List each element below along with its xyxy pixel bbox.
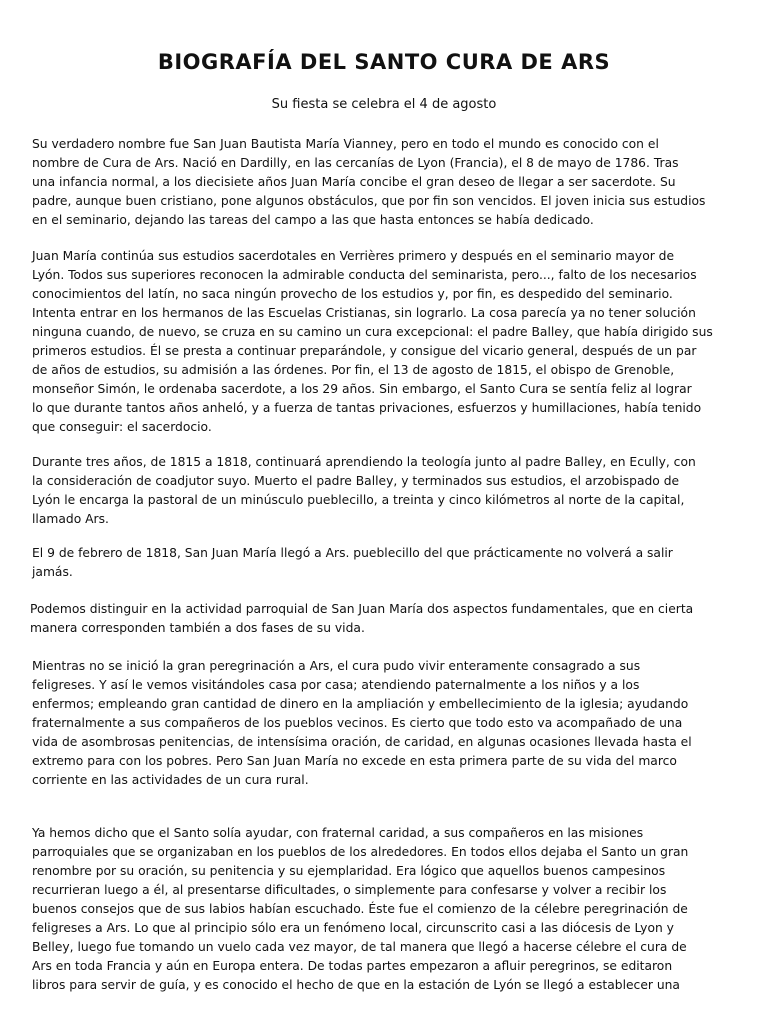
text-line: libros para servir de guía, y es conocido el hecho de que en la estación de Lyón se llegó a establecer una bbox=[32, 978, 680, 992]
text-line: parroquiales que se organizaban en los pueblos de los alrededores. En todos ellos dejaba el Santo un gran bbox=[32, 845, 689, 859]
text-line: Mientras no se inició la gran peregrinación a Ars, el cura pudo vivir enteramente consagrado a sus bbox=[32, 659, 641, 673]
text-line: vida de asombrosas penitencias, de intensísima oración, de caridad, en algunas ocasiones llevada hasta el bbox=[32, 735, 692, 749]
document-title: BIOGRAFÍA DEL SANTO CURA DE ARS bbox=[157, 50, 611, 74]
text-line: El 9 de febrero de 1818, San Juan María llegó a Ars. pueblecillo del que prácticamente no volverá a salir bbox=[32, 546, 673, 560]
text-line: monseñor Simón, le ordenaba sacerdote, a los 29 años. Sin embargo, el Santo Cura se sentía feliz al lograr bbox=[32, 382, 692, 396]
text-line: enfermos; empleando gran cantidad de dinero en la ampliación y embellecimiento de la iglesia; ayudando bbox=[32, 697, 689, 711]
text-line: Ya hemos dicho que el Santo solía ayudar, con fraternal caridad, a sus compañeros en las misiones bbox=[32, 826, 644, 840]
text-line: primeros estudios. Él se presta a continuar preparándole, y consigue del vicario general, después de un par bbox=[32, 344, 697, 358]
text-line: renombre por su oración, su penitencia y su ejemplaridad. Era lógico que aquellos buenos campesinos bbox=[32, 864, 666, 878]
text-line: feligreses. Y así le vemos visitándoles casa por casa; atendiendo paternalmente a los niños y a los bbox=[32, 678, 640, 692]
paragraph-2 bbox=[32, 247, 732, 437]
text-line: Lyón. Todos sus superiores reconocen la admirable conducta del seminarista, pero..., falto de los necesarios bbox=[32, 268, 697, 282]
text-line: lo que durante tantos años anheló, y a fuerza de tantas privaciones, esfuerzos y humillaciones, había tenido bbox=[32, 401, 702, 415]
text-line: en el seminario, dejando las tareas del campo a las que hasta entonces se había dedicado. bbox=[32, 213, 594, 227]
text-line: Durante tres años, de 1815 a 1818, continuará aprendiendo la teología junto al padre Balley, en Ecully, con bbox=[32, 455, 696, 469]
paragraph-4 bbox=[32, 544, 732, 582]
text-line: Belley, luego fue tomando un vuelo cada vez mayor, de tal manera que llegó a hacerse célebre el cura de bbox=[32, 940, 687, 954]
text-line: fraternalmente a sus compañeros de los pueblos vecinos. Es cierto que todo esto va acompañado de una bbox=[32, 716, 683, 730]
document-subtitle: Su fiesta se celebra el 4 de agosto bbox=[271, 97, 497, 112]
text-line: Podemos distinguir en la actividad parroquial de San Juan María dos aspectos fundamentales, que en cierta bbox=[30, 602, 694, 616]
text-line: feligreses a Ars. Lo que al principio sólo era un fenómeno local, circunscrito casi a las diócesis de Lyon y bbox=[32, 921, 674, 935]
text-line: Su verdadero nombre fue San Juan Bautista María Vianney, pero en todo el mundo es conocido con el bbox=[32, 137, 659, 151]
text-line: que conseguir: el sacerdocio. bbox=[32, 420, 212, 434]
paragraph-5 bbox=[30, 600, 730, 638]
text-line: jamás. bbox=[32, 565, 73, 579]
text-line: nombre de Cura de Ars. Nació en Dardilly, en las cercanías de Lyon (Francia), el 8 de mayo de 1786. Tras bbox=[32, 156, 679, 170]
text-line: Intenta entrar en los hermanos de las Escuelas Cristianas, sin lograrlo. La cosa parecía ya no tener solución bbox=[32, 306, 696, 320]
paragraph-6 bbox=[32, 657, 732, 790]
text-line: una infancia normal, a los diecisiete años Juan María concibe el gran deseo de llegar a ser sacerdote. Su bbox=[32, 175, 676, 189]
text-line: corriente en las actividades de un cura rural. bbox=[32, 773, 309, 787]
text-line: llamado Ars. bbox=[32, 512, 109, 526]
paragraph-7 bbox=[32, 824, 732, 995]
text-line: manera corresponden también a dos fases de su vida. bbox=[30, 621, 365, 635]
text-line: padre, aunque buen cristiano, pone algunos obstáculos, que por fin son vencidos. El joven inicia sus estudios bbox=[32, 194, 706, 208]
text-line: Ars en toda Francia y aún en Europa entera. De todas partes empezaron a afluir peregrinos, se editaron bbox=[32, 959, 673, 973]
text-line: conocimientos del latín, no saca ningún provecho de los estudios y, por fin, es despedido del seminario. bbox=[32, 287, 673, 301]
text-line: recurrieran luego a él, al presentarse dificultades, o simplemente para confesarse y volver a recibir los bbox=[32, 883, 667, 897]
text-line: buenos consejos que de sus labios habían escuchado. Éste fue el comienzo de la célebre peregrinación de bbox=[32, 902, 688, 916]
text-line: la consideración de coadjutor suyo. Muerto el padre Balley, y terminados sus estudios, el arzobispado de bbox=[32, 474, 680, 488]
text-line: extremo para con los pobres. Pero San Juan María no excede en esta primera parte de su vida del marco bbox=[32, 754, 677, 768]
paragraph-1 bbox=[32, 135, 732, 230]
paragraph-3 bbox=[32, 453, 732, 529]
text-line: Lyón le encarga la pastoral de un minúsculo pueblecillo, a treinta y cinco kilómetros al norte de la capital, bbox=[32, 493, 685, 507]
text-line: Juan María continúa sus estudios sacerdotales en Verrières primero y después en el seminario mayor de bbox=[32, 249, 675, 263]
text-line: de años de estudios, su admisión a las órdenes. Por fin, el 13 de agosto de 1815, el obispo de Grenoble, bbox=[32, 363, 675, 377]
text-line: ninguna cuando, de nuevo, se cruza en su camino un cura excepcional: el padre Balley, que había dirigido sus bbox=[32, 325, 713, 339]
